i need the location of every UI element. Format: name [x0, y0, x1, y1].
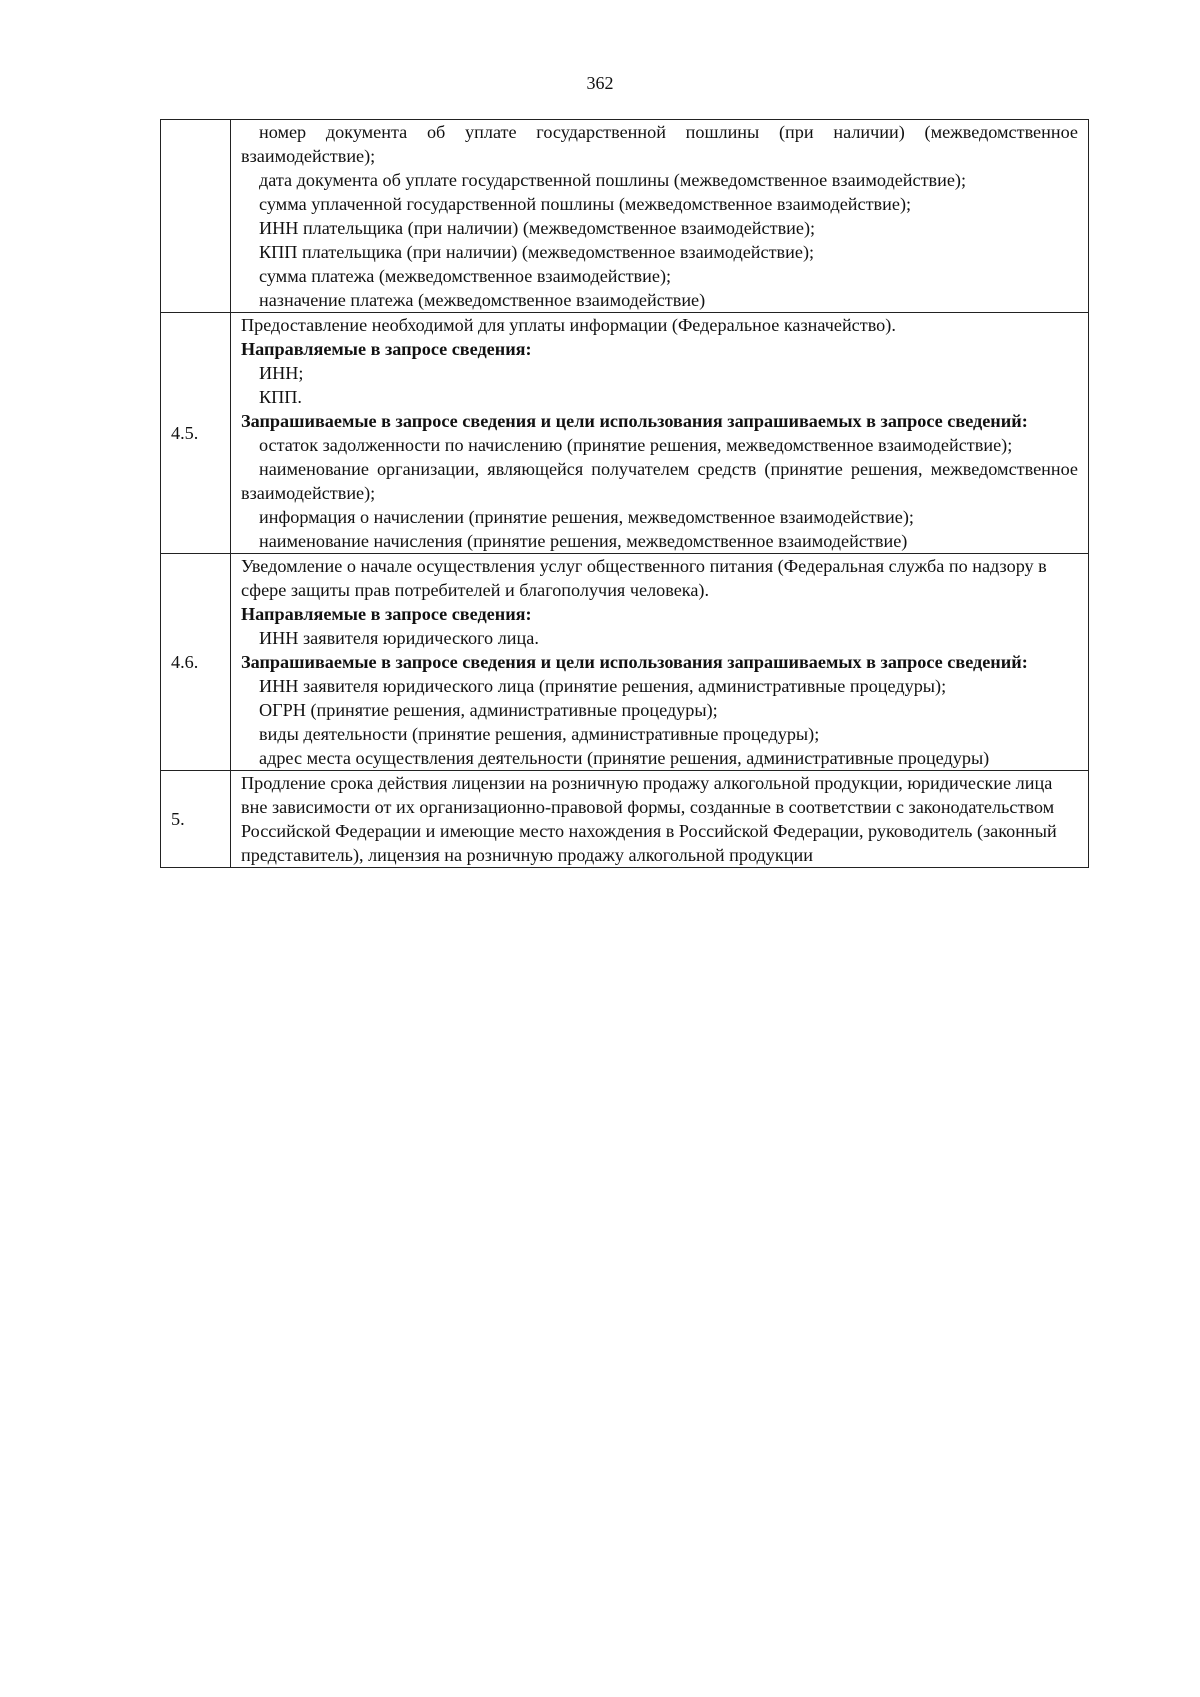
content-line: сумма платежа (межведомственное взаимодействие); — [259, 266, 672, 286]
content-line: ИНН заявителя юридического лица (принятие решения, административные процедуры); — [259, 676, 947, 696]
table-body — [161, 120, 1089, 868]
row-content-cell — [231, 120, 1089, 313]
content-line: виды деятельности (принятие решения, административные процедуры); — [259, 724, 820, 744]
content-line: ИНН заявителя юридического лица. — [259, 628, 539, 648]
row-content-cell — [231, 771, 1089, 868]
content-line: КПП. — [259, 387, 302, 407]
content-line: Уведомление о начале осуществления услуг общественного питания (Федеральная служба по надзору в сфере защиты прав потребителей и благополучия человека). — [241, 556, 1047, 600]
row-content-cell — [231, 554, 1089, 771]
row-number-cell: 5. — [161, 771, 231, 868]
content-line: ОГРН (принятие решения, административные процедуры); — [259, 700, 718, 720]
table-row — [161, 771, 1089, 868]
content-line: дата документа об уплате государственной пошлины (межведомственное взаимодействие); — [259, 170, 967, 190]
content-line: КПП плательщика (при наличии) (межведомственное взаимодействие); — [259, 242, 815, 262]
section-heading: Запрашиваемые в запросе сведения и цели использования запрашиваемых в запросе сведений: — [241, 411, 1028, 431]
content-line: адрес места осуществления деятельности (принятие решения, административные процедуры) — [259, 748, 990, 768]
content-line: ИНН плательщика (при наличии) (межведомственное взаимодействие); — [259, 218, 816, 238]
services-table — [160, 119, 1089, 868]
table-row — [161, 554, 1089, 771]
table-row — [161, 313, 1089, 554]
content-line: Продление срока действия лицензии на розничную продажу алкогольной продукции, юридические лица вне зависимости от их организационно-правовой формы, созданные в соответствии с законодательством Российской Федерации и имеющие место нахождения в Российской Федерации, руководитель (законный представитель), лицензия на розничную продажу алкогольной продукции — [241, 773, 1057, 865]
page-number: 362 — [586, 73, 614, 93]
section-heading: Направляемые в запросе сведения: — [241, 339, 532, 359]
content-line: остаток задолженности по начислению (принятие решения, межведомственное взаимодействие); — [259, 435, 1013, 455]
content-line: номер документа об уплате государственной пошлины (при наличии) (межведомственное взаимодействие); — [241, 122, 1078, 166]
row-number-cell: 4.5. — [161, 313, 231, 554]
row-number-cell — [161, 120, 231, 313]
content-line: ИНН; — [259, 363, 304, 383]
row-content-cell — [231, 313, 1089, 554]
row-number-cell: 4.6. — [161, 554, 231, 771]
content-line: назначение платежа (межведомственное взаимодействие) — [259, 290, 706, 310]
content-line: наименование организации, являющейся получателем средств (принятие решения, межведомственное взаимодействие); — [241, 459, 1078, 503]
content-line: Предоставление необходимой для уплаты информации (Федеральное казначейство). — [241, 315, 896, 335]
table-row — [161, 120, 1089, 313]
content-line: информация о начислении (принятие решения, межведомственное взаимодействие); — [259, 507, 914, 527]
content-line: сумма уплаченной государственной пошлины (межведомственное взаимодействие); — [259, 194, 912, 214]
section-heading: Запрашиваемые в запросе сведения и цели использования запрашиваемых в запросе сведений: — [241, 652, 1028, 672]
section-heading: Направляемые в запросе сведения: — [241, 604, 532, 624]
content-line: наименование начисления (принятие решения, межведомственное взаимодействие) — [259, 531, 908, 551]
